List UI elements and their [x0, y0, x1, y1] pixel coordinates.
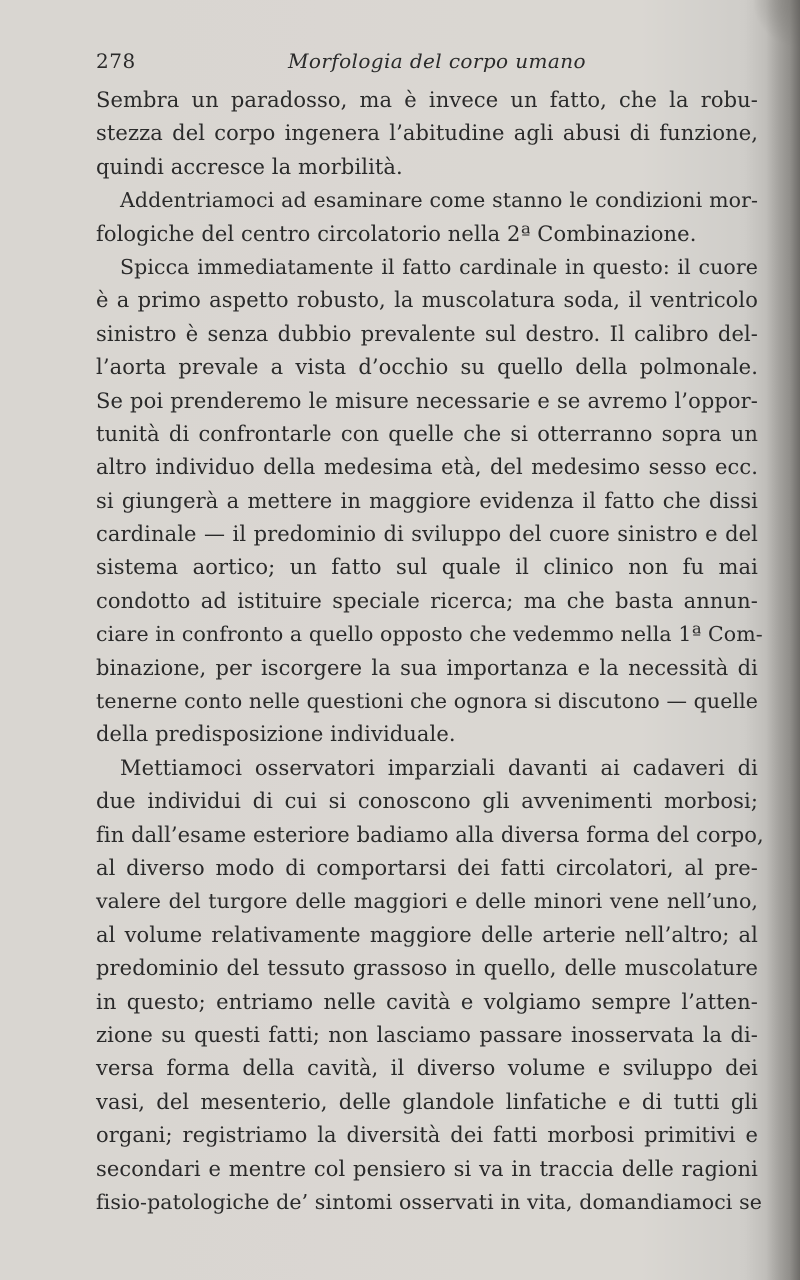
- text-line: versa forma della cavità, il diverso volume e sviluppo dei: [96, 1056, 758, 1081]
- running-header: [96, 49, 756, 79]
- text-line: fisio-patologiche de’ sintomi osservati in vita, domandiamoci se: [96, 1189, 762, 1214]
- body-text: [96, 84, 764, 1219]
- text-line: sistema aortico; un fatto sul quale il clinico non fu mai: [96, 555, 758, 580]
- text-line: Sembra un paradosso, ma è invece un fatto, che la robu-: [96, 88, 758, 112]
- text-line: secondari e mentre col pensiero si va in traccia delle ragioni: [96, 1156, 758, 1181]
- running-title: Morfologia del corpo umano: [288, 49, 586, 73]
- text-line: tenerne conto nelle questioni che ognora si discutono — quelle: [96, 689, 758, 714]
- text-line: Spicca immediatamente il fatto cardinale in questo: il cuore: [120, 254, 758, 279]
- text-line: in questo; entriamo nelle cavità e volgiamo sempre l’atten-: [96, 989, 758, 1014]
- text-line: stezza del corpo ingenera l’abitudine agli abusi di funzione,: [96, 121, 758, 146]
- text-line: valere del turgore delle maggiori e delle minori vene nell’uno,: [96, 889, 758, 914]
- text-line: sinistro è senza dubbio prevalente sul destro. Il calibro del-: [96, 321, 758, 346]
- text-line: si giungerà a mettere in maggiore evidenza il fatto che dissi: [96, 488, 758, 513]
- text-line: predominio del tessuto grassoso in quello, delle muscolature: [96, 956, 758, 981]
- text-line: ciare in confronto a quello opposto che vedemmo nella 1ª Com-: [96, 622, 763, 647]
- page-number: 278: [96, 49, 136, 73]
- text-line: al volume relativamente maggiore delle arterie nell’altro; al: [96, 922, 758, 947]
- page-edge-shadow: [766, 0, 800, 1280]
- text-line: due individui di cui si conoscono gli avvenimenti morbosi;: [96, 789, 758, 814]
- text-line: è a primo aspetto robusto, la muscolatura soda, il ventricolo: [96, 288, 758, 313]
- text-line: Mettiamoci osservatori imparziali davanti ai cadaveri di: [120, 755, 758, 780]
- text-line: l’aorta prevale a vista d’occhio su quello della polmonale.: [96, 355, 758, 380]
- text-line: Se poi prenderemo le misure necessarie e se avremo l’oppor-: [96, 388, 758, 413]
- text-line: binazione, per iscorgere la sua importanza e la necessità di: [96, 655, 758, 680]
- text-line: quindi accresce la morbilità.: [96, 154, 403, 179]
- text-line: condotto ad istituire speciale ricerca; ma che basta annun-: [96, 588, 758, 613]
- text-line: zione su questi fatti; non lasciamo passare inosservata la di-: [96, 1022, 758, 1047]
- text-line: Addentriamoci ad esaminare come stanno le condizioni mor-: [120, 188, 758, 213]
- text-line: della predisposizione individuale.: [96, 722, 456, 747]
- text-line: vasi, del mesenterio, delle glandole linfatiche e di tutti gli: [96, 1089, 758, 1114]
- text-line: fin dall’esame esteriore badiamo alla diversa forma del corpo,: [96, 822, 764, 847]
- text-line: altro individuo della medesima età, del medesimo sesso ecc.: [96, 455, 758, 480]
- text-line: fologiche del centro circolatorio nella 2ª Combinazione.: [96, 221, 697, 246]
- text-line: organi; registriamo la diversità dei fatti morbosi primitivi e: [96, 1123, 758, 1148]
- text-line: cardinale — il predominio di sviluppo del cuore sinistro e del: [96, 522, 758, 547]
- text-line: tunità di confrontarle con quelle che si otterranno sopra un: [96, 421, 758, 446]
- text-line: al diverso modo di comportarsi dei fatti circolatori, al pre-: [96, 855, 758, 880]
